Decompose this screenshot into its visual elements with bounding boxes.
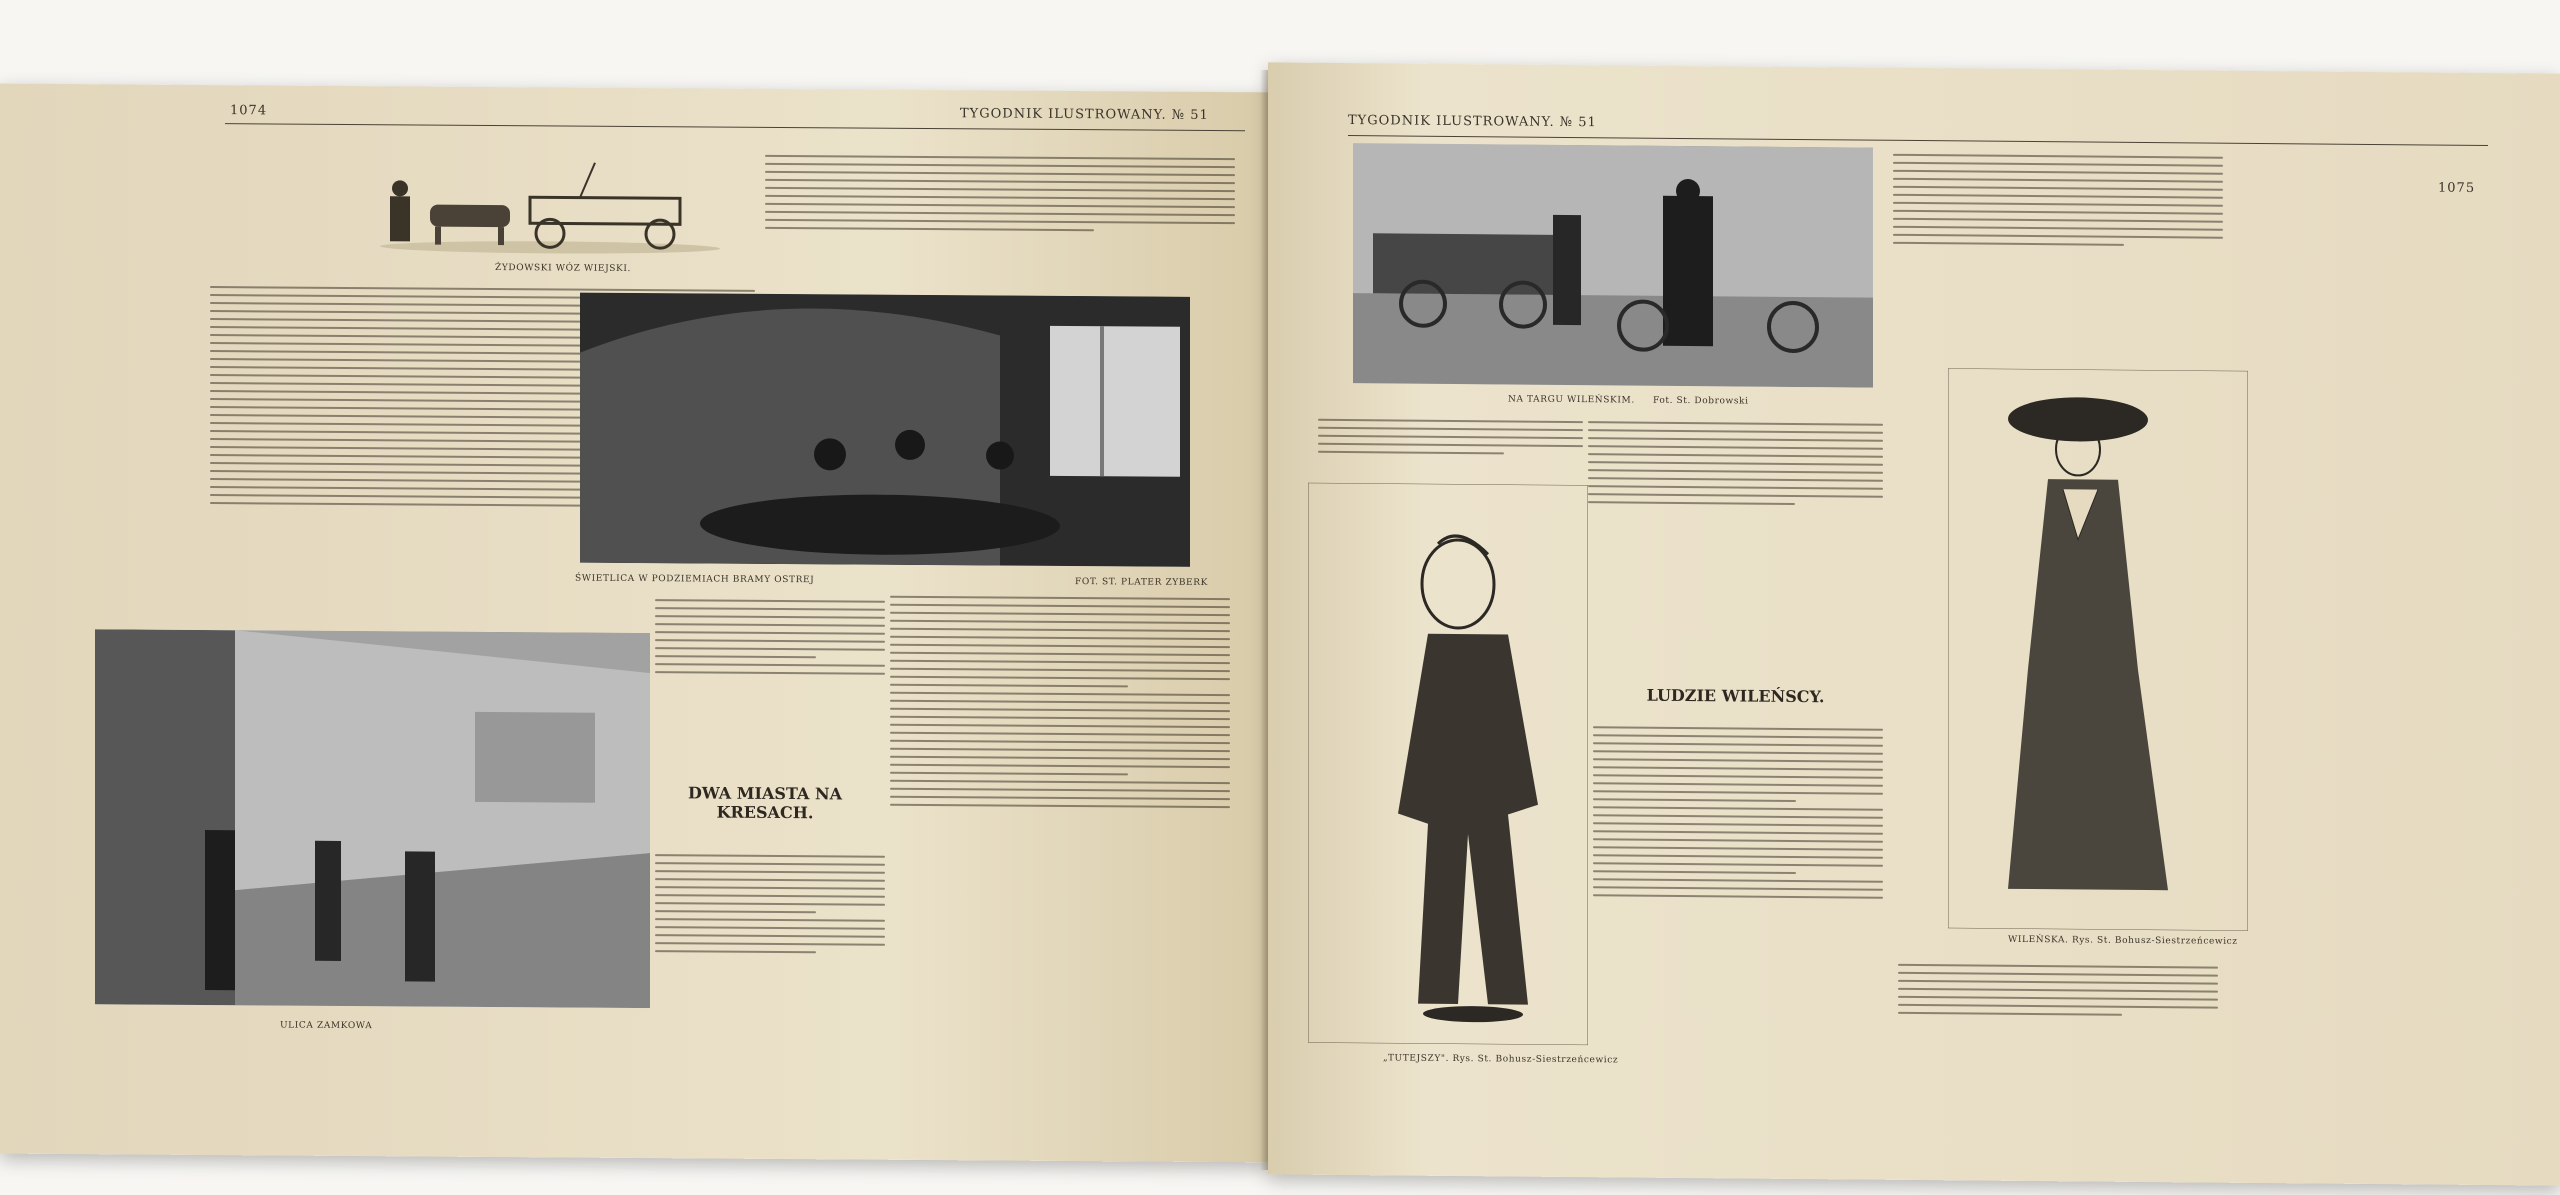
right-page-header: TYGODNIK ILUSTROWANY. № 51 xyxy=(1348,113,1597,131)
street-photo xyxy=(95,629,650,1008)
right-page-number: 1075 xyxy=(2438,180,2476,196)
dwa-miasta-heading: DWA MIASTA NA KRESACH. xyxy=(687,783,843,823)
vaulted-interior-photo xyxy=(580,293,1190,567)
left-page-number: 1074 xyxy=(230,103,268,119)
left-page-header: TYGODNIK ILUSTROWANY. № 51 xyxy=(960,106,1209,123)
right-column-lower-text xyxy=(890,590,1230,1142)
middle-column-text-block xyxy=(655,593,885,805)
market-column-right-text xyxy=(1588,415,1883,668)
market-caption: NA TARGU WILEŃSKIM. xyxy=(1508,394,1635,406)
man-caption: „TUTEJSZY". Rys. St. Bohusz-Siestrzeńcewicz xyxy=(1383,1053,1619,1066)
street-caption: ULICA ZAMKOWA xyxy=(280,1020,373,1032)
man-sketch xyxy=(1308,483,1588,1045)
left-header-rule xyxy=(225,123,1245,131)
woman-caption: WILEŃSKA. Rys. St. Bohusz-Siestrzeńcewicz xyxy=(2008,934,2238,947)
interior-credit: FOT. ST. PLATER ZYBERK xyxy=(1075,577,1208,588)
cart-illustration xyxy=(380,156,720,258)
market-photo xyxy=(1353,143,1873,388)
woman-sketch xyxy=(1948,368,2248,931)
right-page xyxy=(1268,62,2560,1185)
interior-caption: ŚWIETLICA W PODZIEMIACH BRAMY OSTREJ xyxy=(575,573,815,586)
market-credit: Fot. St. Dobrowski xyxy=(1653,395,1749,407)
ludzie-wilenscy-heading: LUDZIE WILEŃSCY. xyxy=(1646,685,1825,707)
far-right-bottom-text xyxy=(1898,958,2218,1136)
ludzie-column-text xyxy=(1593,720,1883,1143)
cart-caption: ŻYDOWSKI WÓZ WIEJSKI. xyxy=(495,263,631,274)
middle-column-lower-text xyxy=(655,848,885,1140)
left-page xyxy=(0,84,1272,1163)
